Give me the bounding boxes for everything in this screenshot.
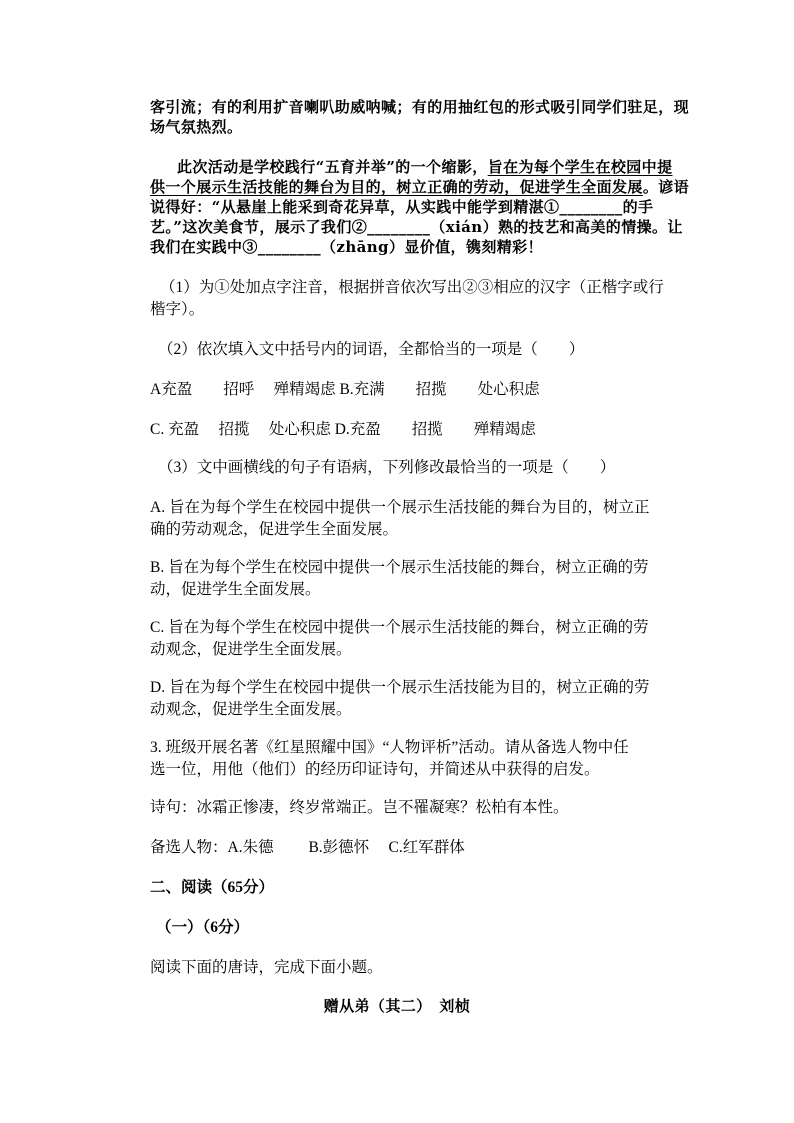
passage-line: [177, 157, 672, 177]
question-4-line: 选一位，用他（他们）的经历印证诗句，并简述从中获得的启发。: [150, 761, 600, 778]
question-3-option-a: A. 旨在为每个学生在校园中提供一个展示生活技能的舞台为目的，树立正: [150, 499, 650, 516]
question-3-option-b: B. 旨在为每个学生在校园中提供一个展示生活技能的舞台，树立正确的劳: [150, 559, 649, 576]
passage-line: 艺。”这次美食节，展示了我们②________（xián）熟的技艺和高美的情操。让: [150, 218, 683, 236]
question-4-line: 3. 班级开展名著《红星照耀中国》“人物评析”活动。请从备选人物中任: [150, 739, 629, 756]
poem-quote: 诗句：冰霜正惨凄，终岁常端正。岂不罹凝寒？松柏有本性。: [150, 799, 569, 816]
section-heading: 二、阅读（65分）: [150, 879, 275, 896]
question-1-line: 楷字）。: [150, 301, 205, 318]
passage-line: 说得好：“从悬崖上能采到奇花异草，从实践中能学到精湛①________的手: [150, 198, 654, 216]
passage-text: 此次活动是学校践行“五育并举”的一个缩影，: [177, 158, 488, 176]
question-3-option-d: D. 旨在为每个学生在校园中提供一个展示生活技能为目的，树立正确的劳: [150, 679, 650, 696]
passage-line: 场气氛热烈。: [150, 118, 243, 136]
question-3-option-d: 动观念，促进学生全面发展。: [150, 701, 352, 718]
passage-line: 客引流；有的利用扩音喇叭助威呐喊；有的用抽红包的形式吸引同学们驻足，现: [150, 98, 690, 116]
question-2-options: A充盈 招呼 殚精竭虑 B.充满 招揽 处心积虑: [150, 381, 540, 398]
question-3-option-c: 动观念，促进学生全面发展。: [150, 641, 352, 658]
question-2-stem: （2）依次填入文中括号内的词语，全都恰当的一项是（ ）: [158, 341, 585, 358]
question-1-line: （1）为①处加点字注音，根据拼音依次写出②③相应的汉字（正楷字或行: [160, 279, 664, 296]
underlined-sentence: 供一个展示生活技能的舞台为目的，树立正确的劳动，促进学生全面发展: [150, 178, 643, 196]
passage-text: 。谚语: [642, 178, 690, 196]
question-3-option-a: 确的劳动观念，促进学生全面发展。: [150, 521, 399, 538]
question-3-stem: （3）文中画横线的句子有语病，下列修改最恰当的一项是（ ）: [158, 459, 616, 476]
reading-instruction: 阅读下面的唐诗，完成下面小题。: [150, 959, 383, 976]
underlined-sentence: 旨在为每个学生在校园中提: [487, 158, 673, 176]
passage-line: 我们在实践中③________（zhāng）显价值，镌刻精彩！: [150, 238, 543, 256]
candidate-list: 备选人物：A.朱德 B.彭德怀 C.红军群体: [150, 839, 465, 856]
subsection-heading: （一）（6分）: [156, 919, 250, 936]
question-3-option-b: 动，促进学生全面发展。: [150, 581, 321, 598]
question-3-option-c: C. 旨在为每个学生在校园中提供一个展示生活技能的舞台，树立正确的劳: [150, 619, 649, 636]
poem-title: 赠从弟（其二） 刘桢: [323, 997, 471, 1015]
question-2-options: C. 充盈 招揽 处心积虑 D.充盈 招揽 殚精竭虑: [150, 421, 536, 438]
passage-line: [150, 177, 689, 197]
